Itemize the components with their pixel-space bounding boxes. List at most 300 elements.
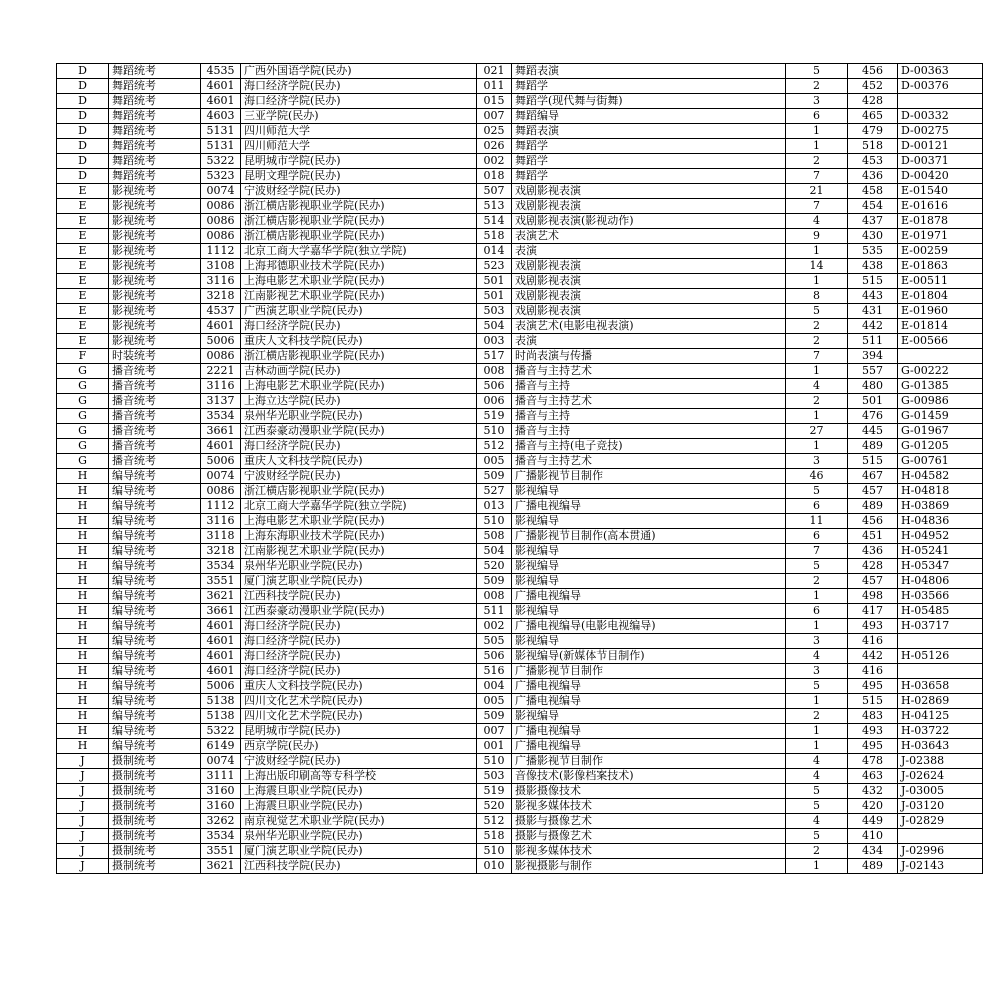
table-row bbox=[57, 349, 983, 364]
table-row bbox=[57, 424, 983, 439]
major-code-cell: 509 bbox=[477, 574, 512, 589]
plan-count-cell: 6 bbox=[786, 499, 848, 514]
school-name-cell: 厦门演艺职业学院(民办) bbox=[241, 844, 477, 859]
table-row bbox=[57, 364, 983, 379]
major-name-cell: 戏剧影视表演(影视动作) bbox=[512, 214, 786, 229]
table-row bbox=[57, 79, 983, 94]
major-name-cell: 舞蹈编导 bbox=[512, 109, 786, 124]
school-code-cell: 3534 bbox=[201, 409, 241, 424]
major-code-cell: 004 bbox=[477, 679, 512, 694]
score-cell: 452 bbox=[848, 79, 898, 94]
score-cell: 495 bbox=[848, 739, 898, 754]
plan-count-cell: 8 bbox=[786, 289, 848, 304]
table-row bbox=[57, 94, 983, 109]
exam-type-cell: 编导统考 bbox=[109, 619, 201, 634]
school-name-cell: 宁波财经学院(民办) bbox=[241, 469, 477, 484]
category-cell: G bbox=[57, 439, 109, 454]
exam-type-cell: 编导统考 bbox=[109, 499, 201, 514]
score-cell: 438 bbox=[848, 259, 898, 274]
school-name-cell: 海口经济学院(民办) bbox=[241, 664, 477, 679]
major-code-cell: 011 bbox=[477, 79, 512, 94]
score-cell: 457 bbox=[848, 574, 898, 589]
school-name-cell: 昆明城市学院(民办) bbox=[241, 724, 477, 739]
plan-count-cell: 1 bbox=[786, 589, 848, 604]
major-code-cell: 519 bbox=[477, 409, 512, 424]
major-name-cell: 播音与主持(电子竞技) bbox=[512, 439, 786, 454]
major-code-cell: 504 bbox=[477, 319, 512, 334]
table-row bbox=[57, 124, 983, 139]
rank-cell: J-02829 bbox=[898, 814, 983, 829]
score-cell: 430 bbox=[848, 229, 898, 244]
category-cell: J bbox=[57, 844, 109, 859]
major-code-cell: 519 bbox=[477, 784, 512, 799]
rank-cell: E-01540 bbox=[898, 184, 983, 199]
score-cell: 416 bbox=[848, 664, 898, 679]
plan-count-cell: 2 bbox=[786, 394, 848, 409]
category-cell: H bbox=[57, 694, 109, 709]
rank-cell: G-00986 bbox=[898, 394, 983, 409]
score-cell: 442 bbox=[848, 649, 898, 664]
school-name-cell: 北京工商大学嘉华学院(独立学院) bbox=[241, 499, 477, 514]
major-code-cell: 007 bbox=[477, 109, 512, 124]
exam-type-cell: 影视统考 bbox=[109, 199, 201, 214]
school-name-cell: 重庆人文科技学院(民办) bbox=[241, 454, 477, 469]
school-name-cell: 江南影视艺术职业学院(民办) bbox=[241, 289, 477, 304]
school-name-cell: 宁波财经学院(民办) bbox=[241, 184, 477, 199]
school-name-cell: 江西科技学院(民办) bbox=[241, 589, 477, 604]
major-name-cell: 表演 bbox=[512, 334, 786, 349]
plan-count-cell: 46 bbox=[786, 469, 848, 484]
plan-count-cell: 27 bbox=[786, 424, 848, 439]
exam-type-cell: 编导统考 bbox=[109, 484, 201, 499]
exam-type-cell: 编导统考 bbox=[109, 574, 201, 589]
school-name-cell: 北京工商大学嘉华学院(独立学院) bbox=[241, 244, 477, 259]
table-row bbox=[57, 514, 983, 529]
table-row bbox=[57, 679, 983, 694]
rank-cell: H-03566 bbox=[898, 589, 983, 604]
school-code-cell: 3262 bbox=[201, 814, 241, 829]
school-code-cell: 4601 bbox=[201, 319, 241, 334]
school-code-cell: 5006 bbox=[201, 679, 241, 694]
plan-count-cell: 1 bbox=[786, 409, 848, 424]
category-cell: D bbox=[57, 79, 109, 94]
major-code-cell: 021 bbox=[477, 64, 512, 79]
major-code-cell: 518 bbox=[477, 229, 512, 244]
category-cell: H bbox=[57, 529, 109, 544]
exam-type-cell: 影视统考 bbox=[109, 334, 201, 349]
table-row bbox=[57, 214, 983, 229]
school-code-cell: 4603 bbox=[201, 109, 241, 124]
rank-cell: E-00259 bbox=[898, 244, 983, 259]
school-code-cell: 3621 bbox=[201, 859, 241, 874]
rank-cell: J-03005 bbox=[898, 784, 983, 799]
table-row bbox=[57, 139, 983, 154]
exam-type-cell: 编导统考 bbox=[109, 664, 201, 679]
school-code-cell: 3111 bbox=[201, 769, 241, 784]
school-name-cell: 昆明城市学院(民办) bbox=[241, 154, 477, 169]
plan-count-cell: 2 bbox=[786, 319, 848, 334]
school-name-cell: 四川师范大学 bbox=[241, 139, 477, 154]
major-name-cell: 广播电视编导 bbox=[512, 679, 786, 694]
exam-type-cell: 编导统考 bbox=[109, 529, 201, 544]
plan-count-cell: 1 bbox=[786, 124, 848, 139]
rank-cell: D-00275 bbox=[898, 124, 983, 139]
school-name-cell: 宁波财经学院(民办) bbox=[241, 754, 477, 769]
school-code-cell: 4601 bbox=[201, 664, 241, 679]
exam-type-cell: 舞蹈统考 bbox=[109, 64, 201, 79]
exam-type-cell: 舞蹈统考 bbox=[109, 154, 201, 169]
school-code-cell: 5131 bbox=[201, 139, 241, 154]
score-cell: 456 bbox=[848, 64, 898, 79]
exam-type-cell: 编导统考 bbox=[109, 514, 201, 529]
major-name-cell: 播音与主持 bbox=[512, 409, 786, 424]
major-name-cell: 戏剧影视表演 bbox=[512, 274, 786, 289]
category-cell: E bbox=[57, 289, 109, 304]
school-code-cell: 3160 bbox=[201, 799, 241, 814]
school-name-cell: 海口经济学院(民办) bbox=[241, 79, 477, 94]
score-cell: 465 bbox=[848, 109, 898, 124]
major-code-cell: 511 bbox=[477, 604, 512, 619]
major-code-cell: 503 bbox=[477, 769, 512, 784]
plan-count-cell: 1 bbox=[786, 274, 848, 289]
exam-type-cell: 编导统考 bbox=[109, 679, 201, 694]
plan-count-cell: 4 bbox=[786, 379, 848, 394]
major-code-cell: 025 bbox=[477, 124, 512, 139]
school-code-cell: 3534 bbox=[201, 829, 241, 844]
rank-cell: H-03658 bbox=[898, 679, 983, 694]
table-row bbox=[57, 334, 983, 349]
school-code-cell: 3118 bbox=[201, 529, 241, 544]
rank-cell bbox=[898, 634, 983, 649]
table-row bbox=[57, 814, 983, 829]
exam-type-cell: 影视统考 bbox=[109, 304, 201, 319]
major-code-cell: 516 bbox=[477, 664, 512, 679]
table-row bbox=[57, 259, 983, 274]
table-row bbox=[57, 169, 983, 184]
school-code-cell: 0086 bbox=[201, 349, 241, 364]
exam-type-cell: 播音统考 bbox=[109, 394, 201, 409]
table-row bbox=[57, 109, 983, 124]
rank-cell: D-00376 bbox=[898, 79, 983, 94]
school-name-cell: 四川师范大学 bbox=[241, 124, 477, 139]
score-cell: 535 bbox=[848, 244, 898, 259]
table-row bbox=[57, 394, 983, 409]
category-cell: G bbox=[57, 424, 109, 439]
major-name-cell: 广播电视编导 bbox=[512, 739, 786, 754]
school-code-cell: 3218 bbox=[201, 544, 241, 559]
table-row bbox=[57, 619, 983, 634]
school-name-cell: 江西泰豪动漫职业学院(民办) bbox=[241, 424, 477, 439]
major-code-cell: 527 bbox=[477, 484, 512, 499]
school-name-cell: 上海电影艺术职业学院(民办) bbox=[241, 274, 477, 289]
exam-type-cell: 编导统考 bbox=[109, 634, 201, 649]
table-row bbox=[57, 604, 983, 619]
school-code-cell: 6149 bbox=[201, 739, 241, 754]
school-code-cell: 0086 bbox=[201, 214, 241, 229]
rank-cell bbox=[898, 349, 983, 364]
school-name-cell: 四川文化艺术学院(民办) bbox=[241, 709, 477, 724]
plan-count-cell: 1 bbox=[786, 739, 848, 754]
category-cell: J bbox=[57, 859, 109, 874]
category-cell: H bbox=[57, 664, 109, 679]
exam-type-cell: 编导统考 bbox=[109, 724, 201, 739]
school-name-cell: 泉州华光职业学院(民办) bbox=[241, 409, 477, 424]
table-row bbox=[57, 634, 983, 649]
exam-type-cell: 编导统考 bbox=[109, 709, 201, 724]
school-code-cell: 3108 bbox=[201, 259, 241, 274]
school-name-cell: 海口经济学院(民办) bbox=[241, 439, 477, 454]
table-row bbox=[57, 784, 983, 799]
major-code-cell: 503 bbox=[477, 304, 512, 319]
major-code-cell: 008 bbox=[477, 589, 512, 604]
category-cell: H bbox=[57, 739, 109, 754]
plan-count-cell: 3 bbox=[786, 634, 848, 649]
plan-count-cell: 3 bbox=[786, 94, 848, 109]
category-cell: H bbox=[57, 604, 109, 619]
major-code-cell: 504 bbox=[477, 544, 512, 559]
table-row bbox=[57, 844, 983, 859]
exam-type-cell: 影视统考 bbox=[109, 274, 201, 289]
rank-cell: H-05126 bbox=[898, 649, 983, 664]
school-code-cell: 4601 bbox=[201, 439, 241, 454]
school-code-cell: 4601 bbox=[201, 79, 241, 94]
major-code-cell: 006 bbox=[477, 394, 512, 409]
rank-cell: G-01459 bbox=[898, 409, 983, 424]
rank-cell: E-01971 bbox=[898, 229, 983, 244]
plan-count-cell: 5 bbox=[786, 784, 848, 799]
score-cell: 436 bbox=[848, 169, 898, 184]
school-code-cell: 5138 bbox=[201, 709, 241, 724]
exam-type-cell: 影视统考 bbox=[109, 214, 201, 229]
major-code-cell: 517 bbox=[477, 349, 512, 364]
table-row bbox=[57, 664, 983, 679]
school-code-cell: 3116 bbox=[201, 514, 241, 529]
major-code-cell: 523 bbox=[477, 259, 512, 274]
school-name-cell: 海口经济学院(民办) bbox=[241, 634, 477, 649]
school-code-cell: 1112 bbox=[201, 499, 241, 514]
score-cell: 420 bbox=[848, 799, 898, 814]
category-cell: G bbox=[57, 394, 109, 409]
category-cell: E bbox=[57, 214, 109, 229]
category-cell: J bbox=[57, 799, 109, 814]
score-cell: 501 bbox=[848, 394, 898, 409]
rank-cell: E-01616 bbox=[898, 199, 983, 214]
major-name-cell: 影视编导 bbox=[512, 574, 786, 589]
major-code-cell: 509 bbox=[477, 469, 512, 484]
major-code-cell: 513 bbox=[477, 199, 512, 214]
major-name-cell: 舞蹈学 bbox=[512, 169, 786, 184]
rank-cell: H-03643 bbox=[898, 739, 983, 754]
major-code-cell: 013 bbox=[477, 499, 512, 514]
score-cell: 557 bbox=[848, 364, 898, 379]
major-code-cell: 510 bbox=[477, 424, 512, 439]
category-cell: D bbox=[57, 124, 109, 139]
major-code-cell: 007 bbox=[477, 724, 512, 739]
score-cell: 498 bbox=[848, 589, 898, 604]
major-code-cell: 002 bbox=[477, 619, 512, 634]
school-code-cell: 4601 bbox=[201, 634, 241, 649]
school-name-cell: 重庆人文科技学院(民办) bbox=[241, 334, 477, 349]
major-code-cell: 506 bbox=[477, 379, 512, 394]
score-cell: 436 bbox=[848, 544, 898, 559]
rank-cell: E-01960 bbox=[898, 304, 983, 319]
major-name-cell: 表演艺术(电影电视表演) bbox=[512, 319, 786, 334]
major-name-cell: 影视编导 bbox=[512, 604, 786, 619]
school-name-cell: 上海东海职业技术学院(民办) bbox=[241, 529, 477, 544]
school-code-cell: 5131 bbox=[201, 124, 241, 139]
plan-count-cell: 4 bbox=[786, 814, 848, 829]
school-code-cell: 1112 bbox=[201, 244, 241, 259]
exam-type-cell: 影视统考 bbox=[109, 184, 201, 199]
exam-type-cell: 编导统考 bbox=[109, 739, 201, 754]
rank-cell: J-02143 bbox=[898, 859, 983, 874]
school-name-cell: 江西科技学院(民办) bbox=[241, 859, 477, 874]
plan-count-cell: 5 bbox=[786, 799, 848, 814]
category-cell: D bbox=[57, 154, 109, 169]
major-name-cell: 戏剧影视表演 bbox=[512, 199, 786, 214]
school-code-cell: 5006 bbox=[201, 334, 241, 349]
score-cell: 493 bbox=[848, 619, 898, 634]
exam-type-cell: 播音统考 bbox=[109, 454, 201, 469]
major-name-cell: 广播影视节目制作 bbox=[512, 664, 786, 679]
score-cell: 457 bbox=[848, 484, 898, 499]
school-code-cell: 3116 bbox=[201, 274, 241, 289]
table-row bbox=[57, 754, 983, 769]
score-cell: 416 bbox=[848, 634, 898, 649]
category-cell: G bbox=[57, 454, 109, 469]
exam-type-cell: 摄制统考 bbox=[109, 754, 201, 769]
major-name-cell: 播音与主持 bbox=[512, 424, 786, 439]
score-cell: 417 bbox=[848, 604, 898, 619]
rank-cell: G-01385 bbox=[898, 379, 983, 394]
table-row bbox=[57, 454, 983, 469]
major-code-cell: 520 bbox=[477, 799, 512, 814]
plan-count-cell: 21 bbox=[786, 184, 848, 199]
exam-type-cell: 影视统考 bbox=[109, 289, 201, 304]
school-name-cell: 江西泰豪动漫职业学院(民办) bbox=[241, 604, 477, 619]
rank-cell: H-03869 bbox=[898, 499, 983, 514]
exam-type-cell: 摄制统考 bbox=[109, 829, 201, 844]
plan-count-cell: 2 bbox=[786, 79, 848, 94]
school-name-cell: 上海出版印刷高等专科学校 bbox=[241, 769, 477, 784]
rank-cell: D-00363 bbox=[898, 64, 983, 79]
exam-type-cell: 编导统考 bbox=[109, 469, 201, 484]
major-name-cell: 戏剧影视表演 bbox=[512, 184, 786, 199]
major-name-cell: 摄影摄像技术 bbox=[512, 784, 786, 799]
major-name-cell: 表演艺术 bbox=[512, 229, 786, 244]
exam-type-cell: 舞蹈统考 bbox=[109, 79, 201, 94]
category-cell: H bbox=[57, 724, 109, 739]
plan-count-cell: 2 bbox=[786, 844, 848, 859]
major-name-cell: 播音与主持艺术 bbox=[512, 364, 786, 379]
major-code-cell: 001 bbox=[477, 739, 512, 754]
major-name-cell: 影视编导(新媒体节目制作) bbox=[512, 649, 786, 664]
major-name-cell: 影视编导 bbox=[512, 709, 786, 724]
school-name-cell: 上海电影艺术职业学院(民办) bbox=[241, 514, 477, 529]
school-name-cell: 四川文化艺术学院(民办) bbox=[241, 694, 477, 709]
category-cell: H bbox=[57, 559, 109, 574]
plan-count-cell: 6 bbox=[786, 109, 848, 124]
major-name-cell: 广播电视编导 bbox=[512, 694, 786, 709]
exam-type-cell: 影视统考 bbox=[109, 229, 201, 244]
category-cell: E bbox=[57, 334, 109, 349]
school-name-cell: 江南影视艺术职业学院(民办) bbox=[241, 544, 477, 559]
category-cell: H bbox=[57, 709, 109, 724]
major-name-cell: 播音与主持 bbox=[512, 379, 786, 394]
school-name-cell: 广西外国语学院(民办) bbox=[241, 64, 477, 79]
rank-cell: D-00420 bbox=[898, 169, 983, 184]
school-name-cell: 上海邦德职业技术学院(民办) bbox=[241, 259, 477, 274]
table-row bbox=[57, 289, 983, 304]
major-name-cell: 播音与主持艺术 bbox=[512, 394, 786, 409]
rank-cell: H-04806 bbox=[898, 574, 983, 589]
major-name-cell: 影视摄影与制作 bbox=[512, 859, 786, 874]
rank-cell: H-05241 bbox=[898, 544, 983, 559]
score-cell: 456 bbox=[848, 514, 898, 529]
exam-type-cell: 编导统考 bbox=[109, 559, 201, 574]
major-code-cell: 510 bbox=[477, 514, 512, 529]
major-code-cell: 014 bbox=[477, 244, 512, 259]
exam-type-cell: 编导统考 bbox=[109, 604, 201, 619]
score-cell: 431 bbox=[848, 304, 898, 319]
score-cell: 515 bbox=[848, 694, 898, 709]
school-name-cell: 上海震旦职业学院(民办) bbox=[241, 784, 477, 799]
major-code-cell: 508 bbox=[477, 529, 512, 544]
school-code-cell: 4601 bbox=[201, 649, 241, 664]
rank-cell bbox=[898, 664, 983, 679]
school-code-cell: 0086 bbox=[201, 229, 241, 244]
score-cell: 428 bbox=[848, 559, 898, 574]
major-name-cell: 舞蹈学 bbox=[512, 154, 786, 169]
major-name-cell: 表演 bbox=[512, 244, 786, 259]
major-name-cell: 影视多媒体技术 bbox=[512, 844, 786, 859]
table-row bbox=[57, 559, 983, 574]
major-name-cell: 影视编导 bbox=[512, 544, 786, 559]
school-name-cell: 上海震旦职业学院(民办) bbox=[241, 799, 477, 814]
category-cell: H bbox=[57, 649, 109, 664]
category-cell: H bbox=[57, 544, 109, 559]
plan-count-cell: 7 bbox=[786, 199, 848, 214]
school-name-cell: 上海电影艺术职业学院(民办) bbox=[241, 379, 477, 394]
plan-count-cell: 6 bbox=[786, 529, 848, 544]
rank-cell: D-00332 bbox=[898, 109, 983, 124]
category-cell: J bbox=[57, 814, 109, 829]
table-row bbox=[57, 709, 983, 724]
school-name-cell: 三亚学院(民办) bbox=[241, 109, 477, 124]
rank-cell: E-01878 bbox=[898, 214, 983, 229]
score-cell: 480 bbox=[848, 379, 898, 394]
major-code-cell: 005 bbox=[477, 454, 512, 469]
exam-type-cell: 摄制统考 bbox=[109, 814, 201, 829]
rank-cell: H-03717 bbox=[898, 619, 983, 634]
plan-count-cell: 1 bbox=[786, 619, 848, 634]
exam-type-cell: 时装统考 bbox=[109, 349, 201, 364]
table-row bbox=[57, 799, 983, 814]
score-cell: 489 bbox=[848, 439, 898, 454]
table-row bbox=[57, 484, 983, 499]
plan-count-cell: 1 bbox=[786, 139, 848, 154]
school-code-cell: 4601 bbox=[201, 619, 241, 634]
school-name-cell: 泉州华光职业学院(民办) bbox=[241, 559, 477, 574]
plan-count-cell: 7 bbox=[786, 544, 848, 559]
table-row bbox=[57, 439, 983, 454]
plan-count-cell: 5 bbox=[786, 559, 848, 574]
category-cell: G bbox=[57, 364, 109, 379]
category-cell: E bbox=[57, 229, 109, 244]
rank-cell: J-02624 bbox=[898, 769, 983, 784]
table-body bbox=[57, 64, 983, 874]
major-name-cell: 影视编导 bbox=[512, 634, 786, 649]
